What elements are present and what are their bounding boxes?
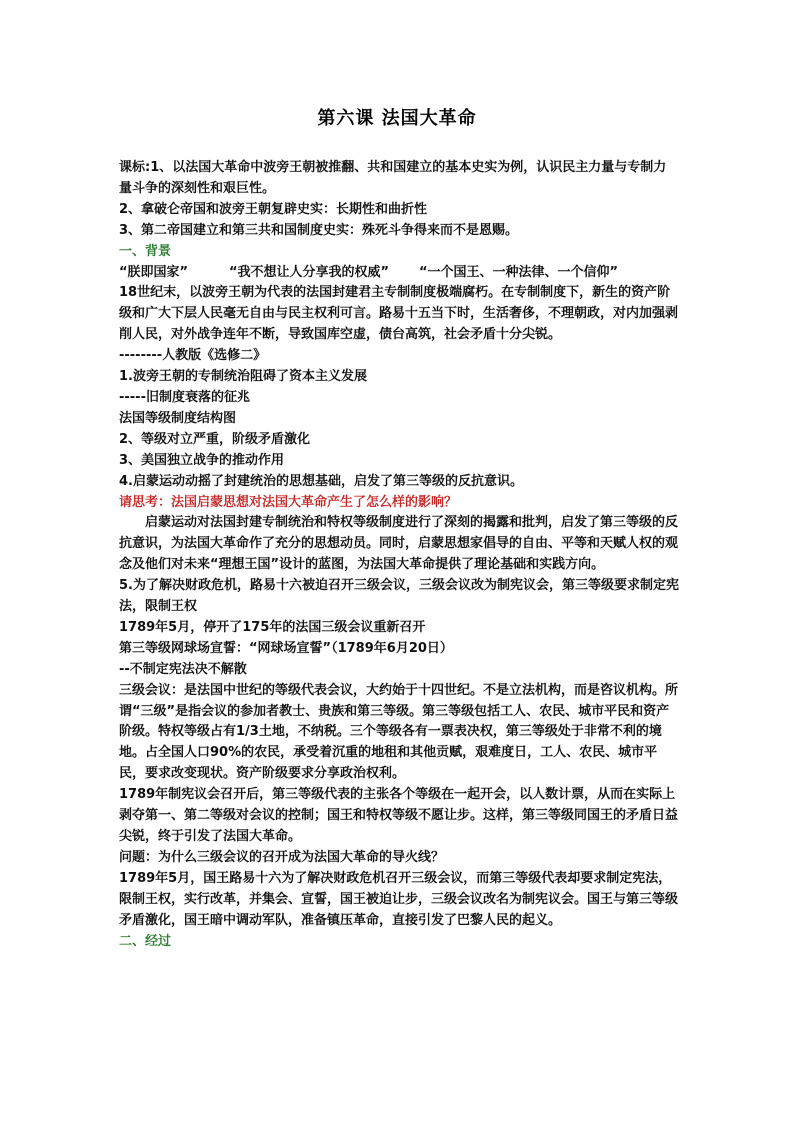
quote-3: “一个国王、一种法律、一个信仰” — [419, 264, 619, 280]
line-1789-may: 1789年5月，停开了175年的法国三级会议重新召开 — [119, 619, 426, 635]
standards-line-1: 课标:1、以法国大革命中波旁王朝被推翻、共和国建立的基本史实为例，认识民主力量与专制力量斗争的深刻性和艰巨性。 — [119, 160, 667, 196]
quote-2: “我不想让人分享我的权威” — [229, 264, 390, 280]
page-title: 第六课 法国大革命 — [317, 108, 477, 129]
estates-general-description: 三级会议：是法国中世纪的等级代表会议，大约始于十四世纪。不是立法机构，而是咨议机构。所谓“三级”是指会议的参加者教士、贵族和第三等级。第三等级包括工人、农民、城市平民和资产阶级。特权等级占有1/3土地，不纳税。三个等级各有一票表决权，第三等级处于非常不利的境地。占全国人口90%的农民，承受着沉重的地租和其他贡赋，艰难度日，工人、农民、城市平民，要求改变现状。资产阶级要求分享政治权利。 — [119, 682, 679, 782]
answer-enlightenment: 启蒙运动对法国封建专制统治和特权等级制度进行了深刻的揭露和批判，启发了第三等级的反抗意识，为法国大革命作了充分的思想动员。同时，启蒙思想家倡导的自由、平等和天赋人权的观念及他们对未来“理想王国”设计的蓝图，为法国大革命提供了理论基础和实践方向。 — [119, 515, 679, 573]
standards-line-3: 3、第二帝国建立和第三共和国制度史实：殊死斗争得来而不是恩赐。 — [119, 222, 519, 238]
point-5: 5.为了解决财政危机，路易十六被迫召开三级会议，三级会议改为制宪议会，第三等级要求制定宪法，限制王权 — [119, 578, 679, 615]
estate-chart-label: 法国等级制度结构图 — [119, 410, 237, 426]
question-enlightenment: 请思考：法国启蒙思想对法国大革命产生了怎么样的影响？ — [119, 494, 458, 510]
point-4: 4.启蒙运动动摇了封建统治的思想基础，启发了第三等级的反抗意识。 — [119, 473, 523, 489]
point-2: 2、等级对立严重，阶级矛盾激化 — [119, 431, 311, 447]
point-3: 3、美国独立战争的推动作用 — [119, 452, 285, 468]
answer-fuse: 1789年5月，国王路易十六为了解决财政危机召开三级会议，而第三等级代表却要求制定宪法，限制王权，实行改革，并集会、宣誓，国王被迫让步，三级会议改名为制宪议会。国王与第三等级矛盾激化，国王暗中调动军队，准备镇压革命，直接引发了巴黎人民的起义。 — [119, 870, 679, 928]
point-1-sign: -----旧制度衰落的征兆 — [119, 389, 250, 405]
quote-1: “朕即国家” — [119, 264, 189, 280]
section-heading-process: 二、经过 — [119, 933, 172, 949]
quotes-line — [119, 263, 679, 284]
tennis-court-oath-sub: --不制定宪法决不解散 — [119, 661, 247, 677]
point-1: 1.波旁王朝的专制统治阻碍了资本主义发展 — [119, 369, 367, 385]
standards-line-2: 2、拿破仑帝国和波旁王朝复辟史实：长期性和曲折性 — [119, 201, 428, 217]
document-body — [119, 158, 679, 952]
tennis-court-oath: 第三等级网球场宣誓：“网球场宣誓”（1789年6月20日） — [119, 640, 453, 656]
question-fuse: 问题：为什么三级会议的召开成为法国大革命的导火线？ — [119, 849, 445, 865]
constituent-assembly-paragraph: 1789年制宪议会召开后，第三等级代表的主张各个等级在一起开会，以人数计票，从而在实际上剥夺第一、第二等级对会议的控制；国王和特权等级不愿让步。这样，第三等级同国王的矛盾日益尖锐，终于引发了法国大革命。 — [119, 787, 679, 844]
source-note: --------人教版《选修二》 — [119, 348, 267, 364]
section-heading-background: 一、背景 — [119, 243, 172, 259]
paragraph-18th-century: 18世纪末，以波旁王朝为代表的法国封建君主专制制度极端腐朽。在专制制度下，新生的资产阶级和广大下层人民毫无自由与民主权利可言。路易十五当下时，生活奢侈，不理朝政，对内加强剥削人民，对外战争连年不断，导致国库空虚，债台高筑，社会矛盾十分尖锐。 — [119, 285, 679, 343]
